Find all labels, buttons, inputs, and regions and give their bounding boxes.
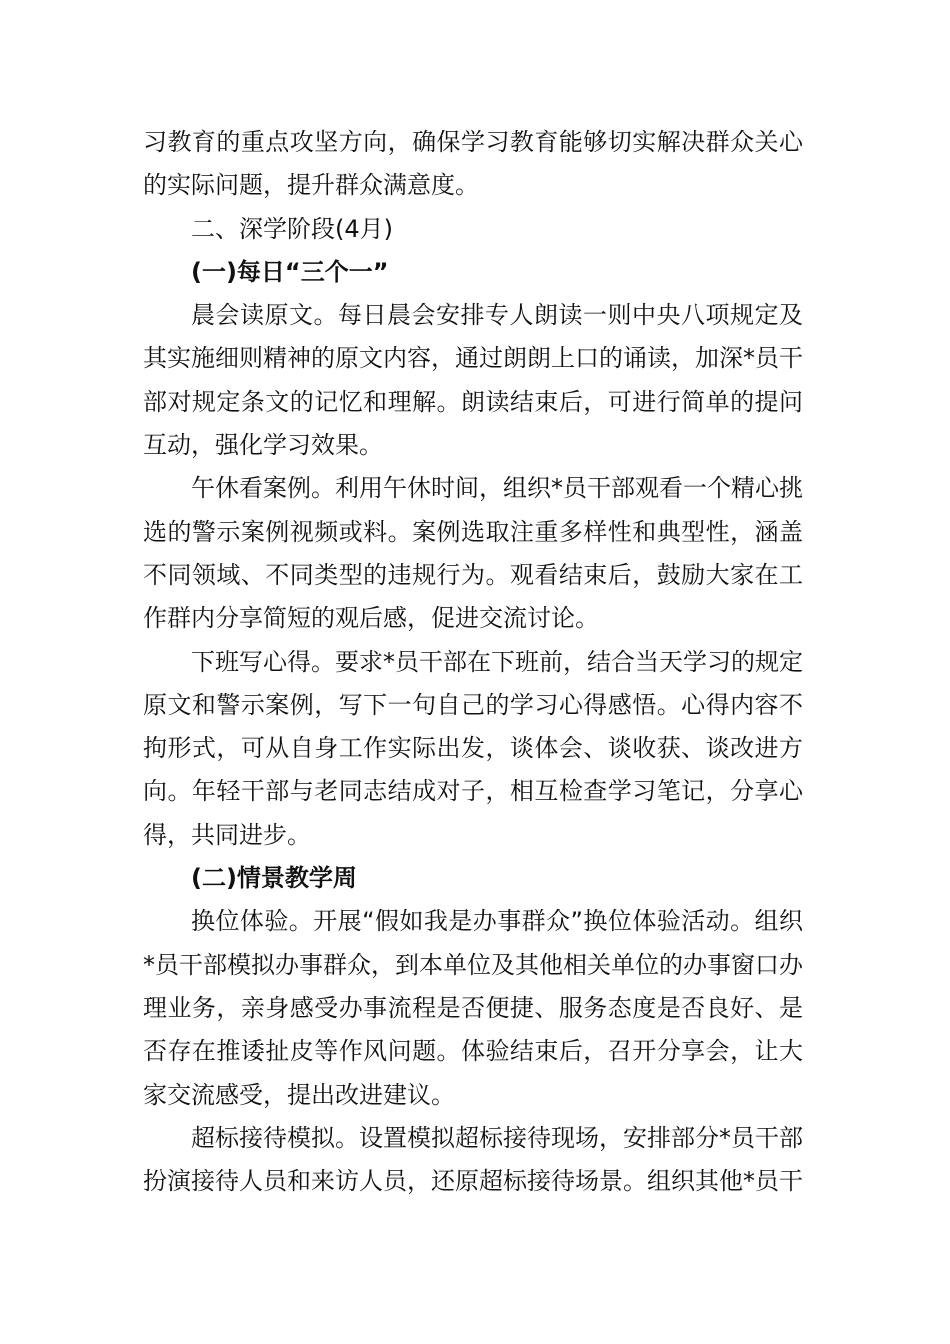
paragraph-evening-notes: 下班写心得。要求*员干部在下班前，结合当天学习的规定原文和警示案例，写下一句自己的学习心得感悟。心得内容不拘形式，可从自身工作实际出发，谈体会、谈收获、谈改进方向。年轻干部与老同志结成对子，相互检查学习笔记，分享心得，共同进步。 xyxy=(143,647,803,849)
subheading-daily-three: (一)每日“三个一” xyxy=(191,257,389,286)
document-body xyxy=(143,121,803,1203)
section-heading-deep-study: 二、深学阶段(4月) xyxy=(191,214,393,243)
paragraph-role-swap: 换位体验。开展“假如我是办事群众”换位体验活动。组织*员干部模拟办事群众，到本单位及其他相关单位的办事窗口办理业务，亲身感受办事流程是否便捷、服务态度是否良好、是否存在推诿扯皮等作风问题。体验结束后，召开分享会，让大家交流感受，提出改进建议。 xyxy=(143,907,803,1109)
paragraph-morning-reading: 晨会读原文。每日晨会安排专人朗读一则中央八项规定及其实施细则精神的原文内容，通过朗朗上口的诵读，加深*员干部对规定条文的记忆和理解。朗读结束后，可进行简单的提问互动，强化学习效果。 xyxy=(143,301,803,460)
subheading-scenario-week: (二)情景教学周 xyxy=(191,864,357,893)
paragraph-noon-cases: 午休看案例。利用午休时间，组织*员干部观看一个精心挑选的警示案例视频或料。案例选取注重多样性和典型性，涵盖不同领域、不同类型的违规行为。观看结束后，鼓励大家在工作群内分享简短的观后感，促进交流讨论。 xyxy=(143,474,803,633)
paragraph-reception-simulation: 超标接待模拟。设置模拟超标接待现场，安排部分*员干部扮演接待人员和来访人员，还原超标接待场景。组织其他*员干 xyxy=(143,1123,803,1196)
paragraph-continuation: 习教育的重点攻坚方向，确保学习教育能够切实解决群众关心的实际问题，提升群众满意度。 xyxy=(143,128,803,200)
